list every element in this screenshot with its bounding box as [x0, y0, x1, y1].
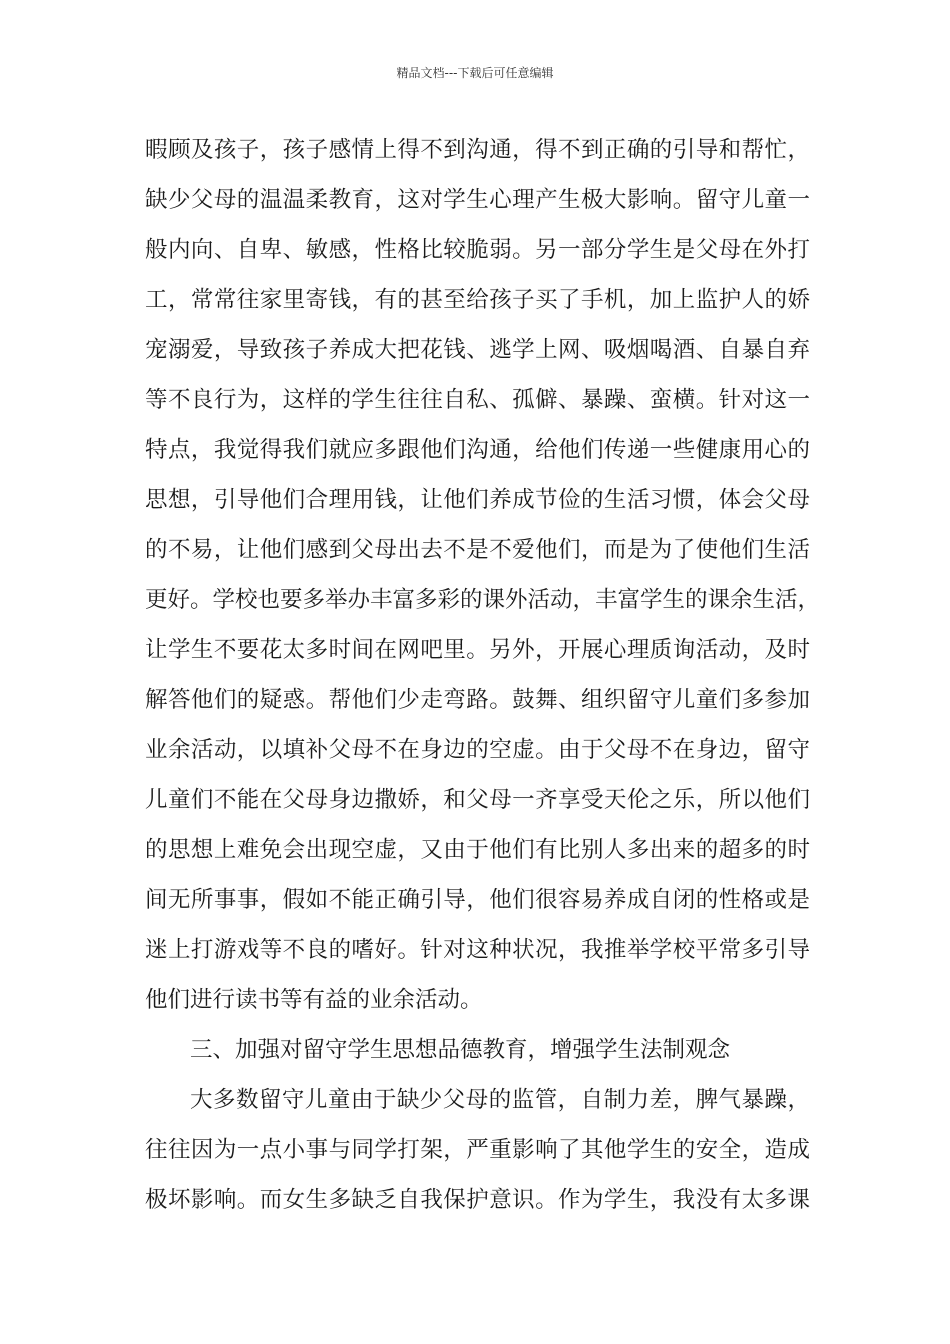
text-line: 儿童们不能在父母身边撒娇，和父母一齐享受天伦之乐，所以他们 — [145, 787, 810, 813]
text-line: 宠溺爱，导致孩子养成大把花钱、逃学上网、吸烟喝酒、自暴自弃 — [145, 337, 810, 363]
text-line: 让学生不要花太多时间在网吧里。另外，开展心理质询活动，及时 — [145, 637, 810, 663]
text-line: 般内向、自卑、敏感，性格比较脆弱。另一部分学生是父母在外打 — [145, 237, 810, 263]
paragraph-end-line: 他们进行读书等有益的业余活动。 — [145, 987, 483, 1013]
text-line: 更好。学校也要多举办丰富多彩的课外活动，丰富学生的课余生活， — [145, 587, 821, 613]
text-line: 工，常常往家里寄钱，有的甚至给孩子买了手机，加上监护人的娇 — [145, 287, 810, 313]
text-line: 间无所事事，假如不能正确引导，他们很容易养成自闭的性格或是 — [145, 887, 810, 913]
text-line: 的思想上难免会出现空虚，又由于他们有比别人多出来的超多的时 — [145, 837, 810, 863]
text-line: 的不易，让他们感到父母出去不是不爱他们，而是为了使他们生活 — [145, 537, 810, 563]
text-line: 特点，我觉得我们就应多跟他们沟通，给他们传递一些健康用心的 — [145, 437, 810, 463]
text-line: 往往因为一点小事与同学打架，严重影响了其他学生的安全，造成 — [145, 1137, 810, 1163]
text-line: 业余活动，以填补父母不在身边的空虚。由于父母不在身边，留守 — [145, 737, 810, 763]
paragraph-first-line: 大多数留守儿童由于缺少父母的监管，自制力差，脾气暴躁， — [190, 1087, 810, 1113]
text-line: 缺少父母的温温柔教育，这对学生心理产生极大影响。留守儿童一 — [145, 187, 810, 213]
text-line: 暇顾及孩子，孩子感情上得不到沟通，得不到正确的引导和帮忙， — [145, 137, 810, 163]
text-line: 解答他们的疑惑。帮他们少走弯路。鼓舞、组织留守儿童们多参加 — [145, 687, 810, 713]
document-body — [145, 125, 821, 1225]
text-line: 等不良行为，这样的学生往往自私、孤僻、暴躁、蛮横。针对这一 — [145, 387, 810, 413]
text-line: 极坏影响。而女生多缺乏自我保护意识。作为学生，我没有太多课 — [145, 1187, 810, 1213]
text-line: 思想，引导他们合理用钱，让他们养成节俭的生活习惯，体会父母 — [145, 487, 810, 513]
page-header: 精品文档---下载后可任意编辑 — [396, 66, 554, 80]
text-line: 迷上打游戏等不良的嗜好。针对这种状况，我推举学校平常多引导 — [145, 937, 810, 963]
section-heading: 三、加强对留守学生思想品德教育，增强学生法制观念 — [190, 1037, 731, 1063]
